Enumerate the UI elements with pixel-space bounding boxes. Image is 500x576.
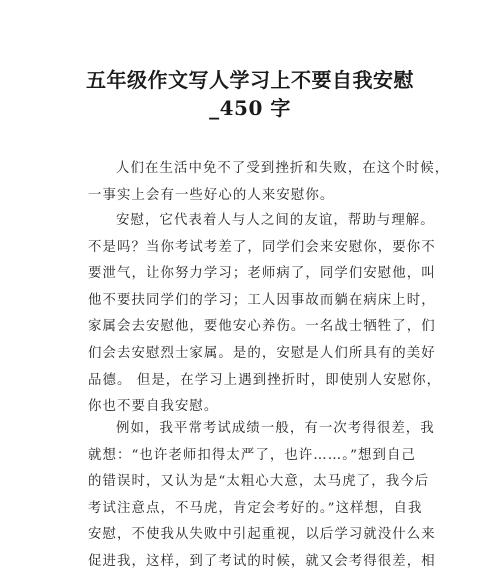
paragraph-line: 安慰，它代表着人与人之间的友谊，帮助与理解。 [116,213,435,228]
paragraph-2 [88,208,442,421]
paragraph-line: 促进我，这样，到了考试的时候，就又会考得很差，相 [88,553,436,569]
paragraph-line: 一事实上会有一些好心的人来安慰你。 [88,187,335,203]
document-title-line-1: 五年级作文写人学习上不要自我安慰 [86,68,414,92]
paragraph-line: 就想：“也许老师扣得太严了，也许……。”想到自己 [88,447,416,463]
paragraph-line: 们会去安慰烈士家属。是的，安慰是人们所具有的美好 [88,345,436,361]
paragraph-line: 品德。 但是，在学习上遇到挫折时，即使别人安慰你， [88,372,442,388]
paragraph-1 [88,156,450,209]
paragraph-3 [88,416,436,576]
paragraph-line: 家属会去安慰他，要他安心养伤。一名战士牺牲了，们 [88,319,436,335]
paragraph-line: 你也不要自我安慰。 [88,399,219,415]
paragraph-line: 的错误时，又认为是“太粗心大意，太马虎了，我今后 [88,474,430,490]
paragraph-line: 不是吗？当你考试考差了，同学们会来安慰你，要你不 [88,239,436,255]
document-title-line-2: _450 字 [209,96,291,120]
paragraph-line: 人们在生活中免不了受到挫折和失败，在这个时候， [116,161,450,176]
paragraph-line: 安慰，不使我从失败中引起重视，以后学习就没什么来 [88,527,436,543]
paragraph-line: 他不要扶同学们的学习；工人因事故而躺在病床上时， [88,292,436,308]
paragraph-line: 要泄气，让你努力学习；老师病了，同学们安慰他，叫 [88,266,436,282]
paragraph-line: 考试注意点，不马虎，肯定会考好的。”这样想，自我 [88,500,423,516]
paragraph-line: 例如，我平常考试成绩一般，有一次考得很差，我 [116,421,435,436]
